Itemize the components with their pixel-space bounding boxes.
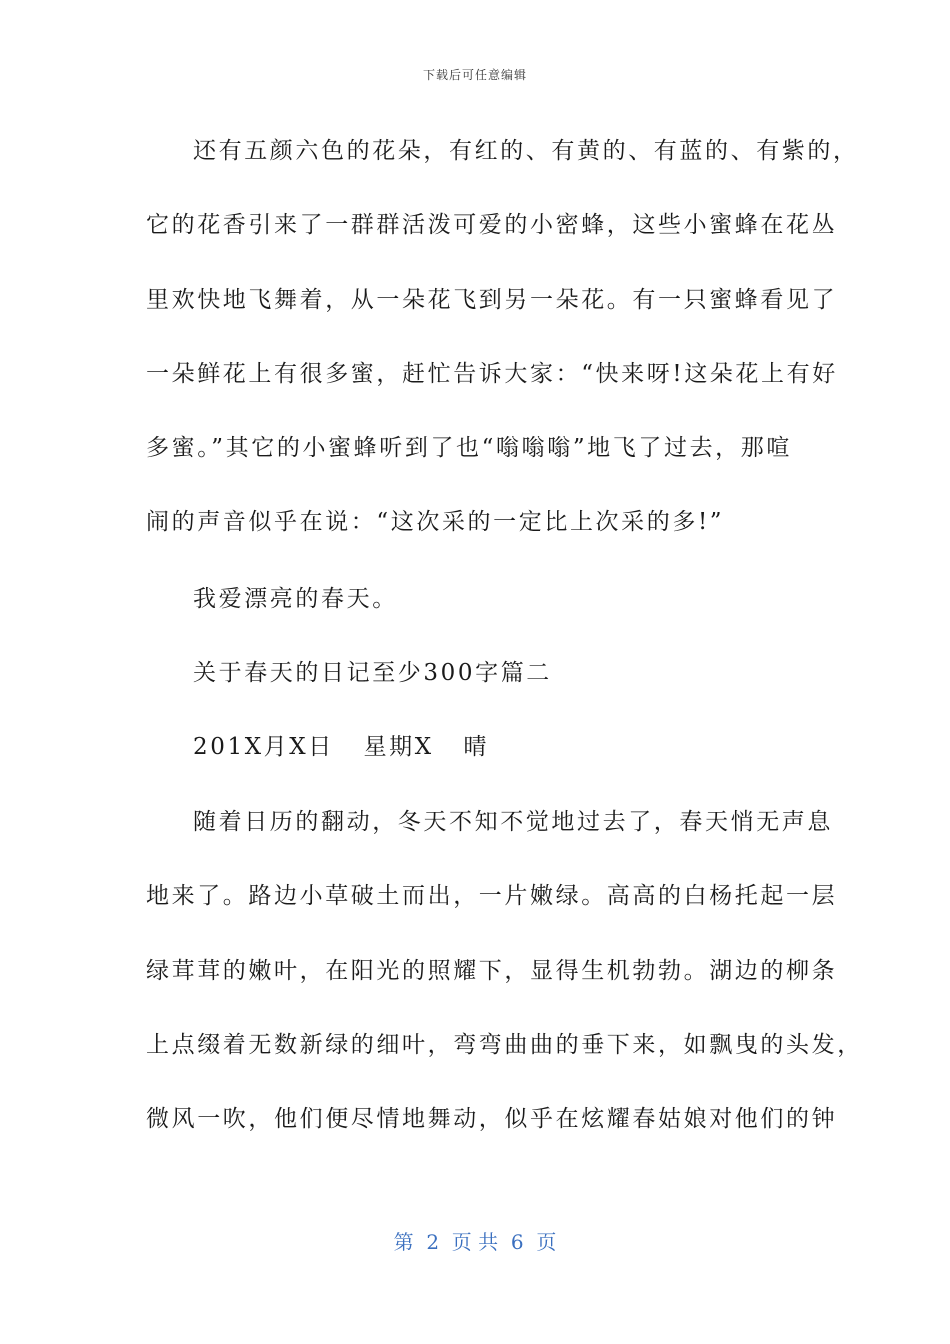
- paragraph-line: 闹的声音似乎在说：“这次采的一定比上次采的多!”: [146, 509, 725, 535]
- paragraph-line: 上点缀着无数新绿的细叶，弯弯曲曲的垂下来，如飘曳的头发，: [146, 1032, 863, 1058]
- section-heading: 关于春天的日记至少300字篇二: [193, 660, 552, 686]
- paragraph-line: 它的花香引来了一群群活泼可爱的小密蜂，这些小蜜蜂在花丛: [146, 212, 838, 238]
- paragraph-line: 一朵鲜花上有很多蜜，赶忙告诉大家：“快来呀!这朵花上有好: [146, 361, 838, 387]
- paragraph-line: 里欢快地飞舞着，从一朵花飞到另一朵花。有一只蜜蜂看见了: [146, 287, 838, 313]
- paragraph-line: 绿茸茸的嫩叶，在阳光的照耀下，显得生机勃勃。湖边的柳条: [146, 958, 838, 984]
- paragraph-line: 微风一吹，他们便尽情地舞动，似乎在炫耀春姑娘对他们的钟: [146, 1106, 838, 1132]
- paragraph-line: 随着日历的翻动，冬天不知不觉地过去了，春天悄无声息: [193, 809, 833, 835]
- paragraph-line: 地来了。路边小草破土而出，一片嫩绿。高高的白杨托起一层: [146, 883, 838, 909]
- paragraph-line: 我爱漂亮的春天。: [193, 586, 398, 612]
- diary-date-line: 201X月X日 星期X 晴: [193, 734, 490, 760]
- page-number-footer: 第 2 页 共 6 页: [393, 1230, 557, 1254]
- paragraph-line: 多蜜。”其它的小蜜蜂听到了也“嗡嗡嗡”地飞了过去，那喧: [146, 435, 792, 461]
- header-note: 下载后可任意编辑: [422, 68, 527, 82]
- paragraph-line: 还有五颜六色的花朵，有红的、有黄的、有蓝的、有紫的，: [193, 138, 859, 164]
